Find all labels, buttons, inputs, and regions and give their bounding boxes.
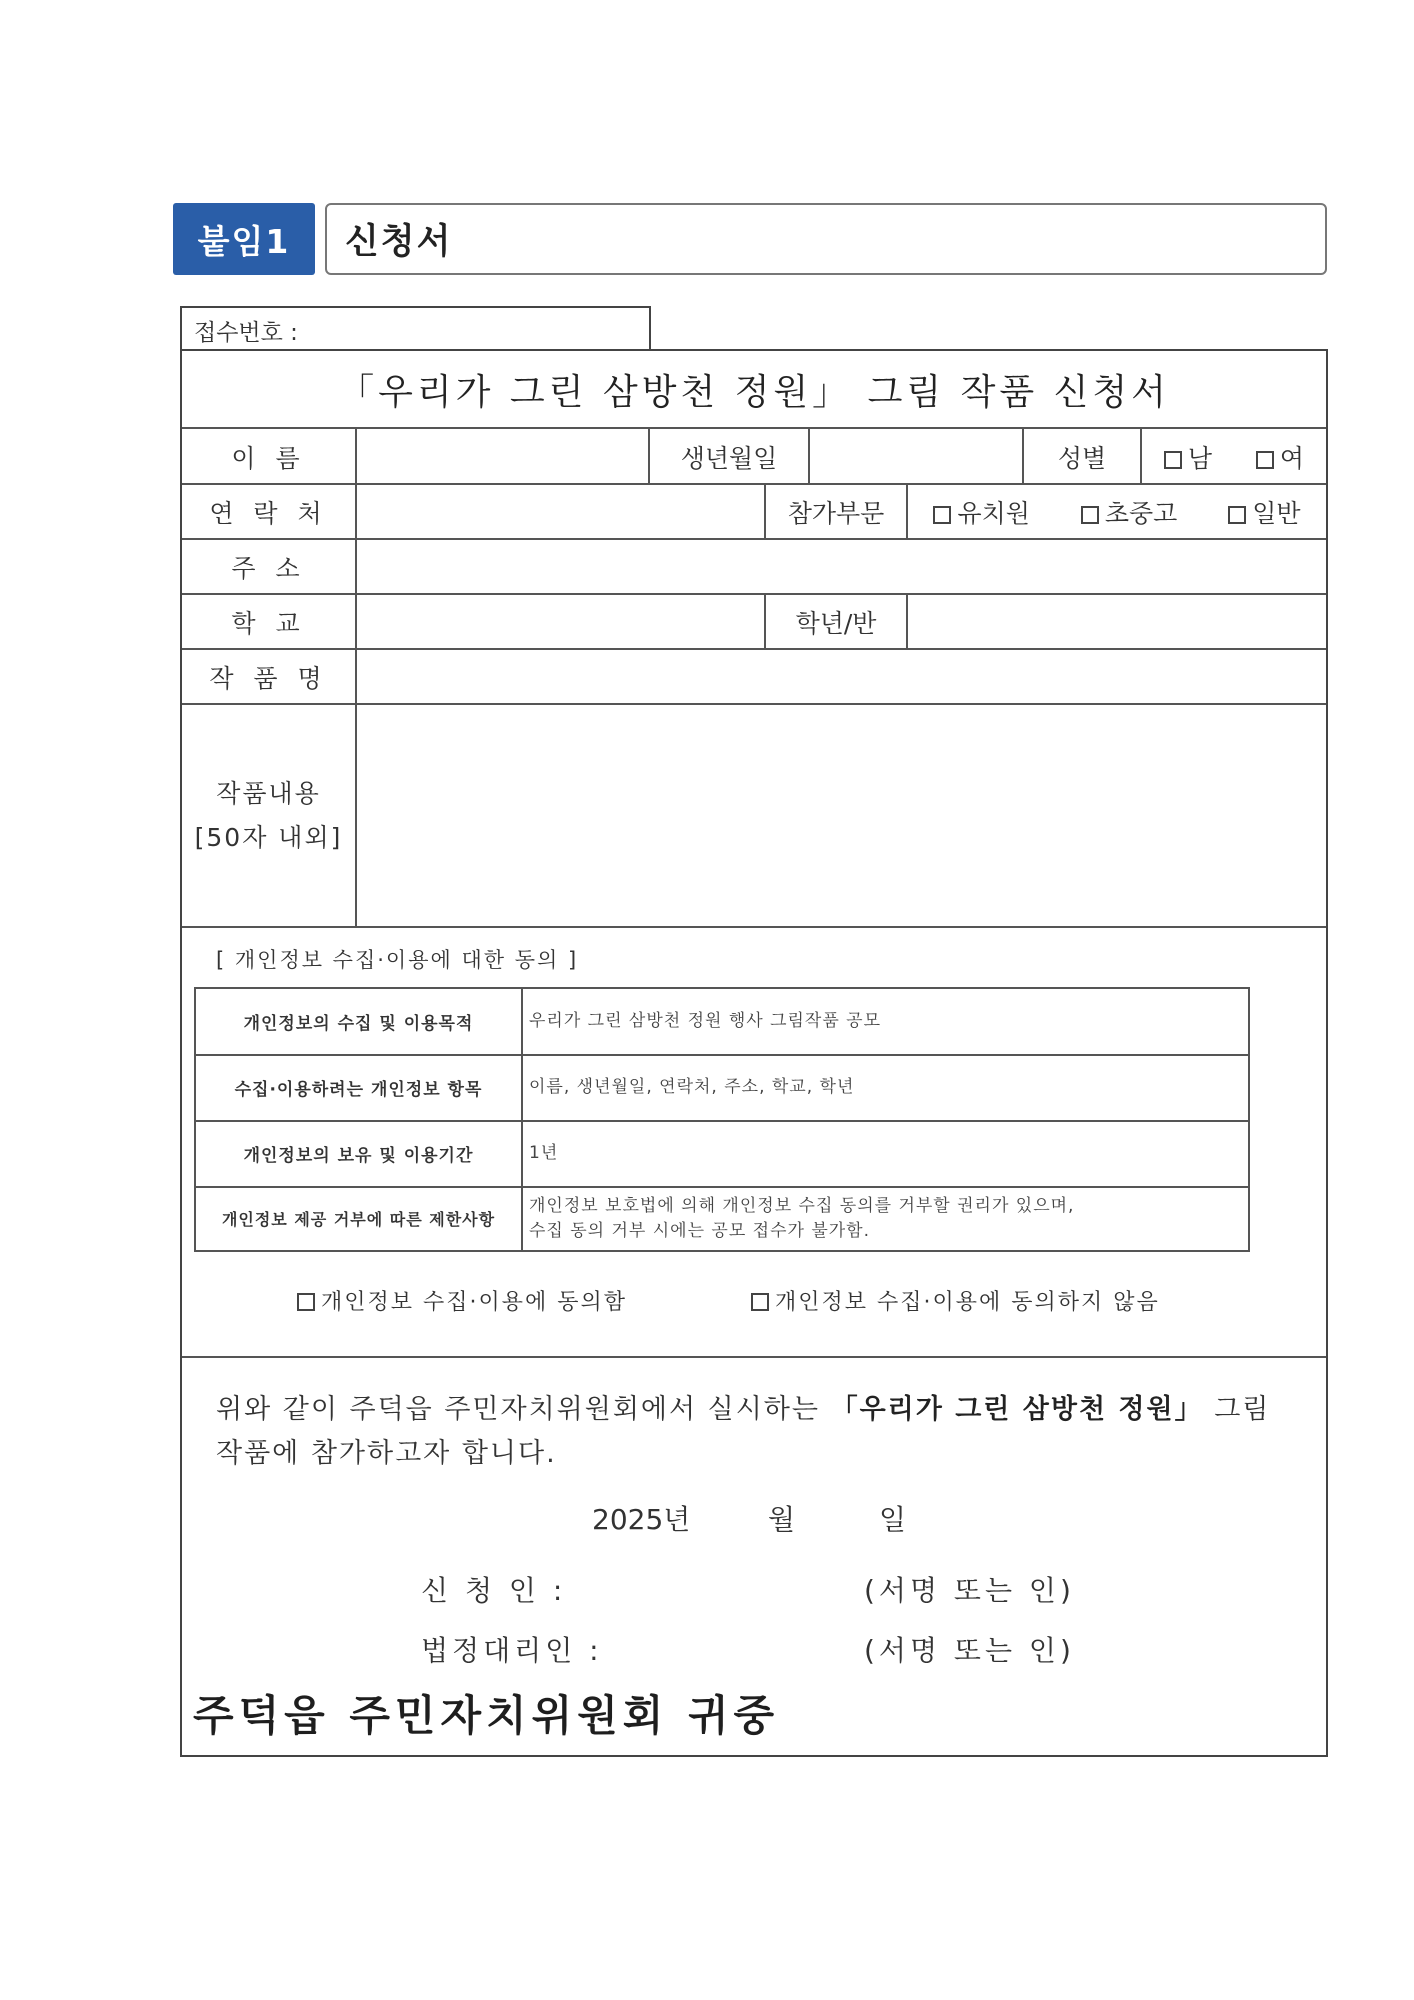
- applicant-label: 신 청 인 :: [421, 1574, 567, 1607]
- consent-refusal-line1: 개인정보 보호법에 의해 개인정보 수집 동의를 거부할 권리가 있으며,: [529, 1195, 1075, 1216]
- date-day: 일: [879, 1503, 907, 1536]
- guardian-signature[interactable]: (서명 또는 인): [864, 1634, 1075, 1667]
- receipt-number-box: 접수번호 :: [180, 306, 651, 351]
- grade-class-label: 학년/반: [795, 608, 877, 638]
- grade-class-field[interactable]: [908, 595, 1326, 648]
- consent-refusal-value: [529, 1187, 1074, 1250]
- consent-period-label: 개인정보의 보유 및 이용기간: [243, 1146, 474, 1166]
- declaration-text: [216, 1388, 1306, 1476]
- category-label: 참가부문: [787, 498, 885, 528]
- agree-label: 개인정보 수집·이용에 동의함: [321, 1290, 628, 1315]
- work-content-field[interactable]: [357, 705, 1326, 926]
- work-title-label: 작 품 명: [209, 663, 328, 693]
- contact-label: 연 락 처: [209, 498, 328, 528]
- male-checkbox[interactable]: [1164, 451, 1182, 469]
- consent-agree-option[interactable]: [297, 1285, 627, 1316]
- kindergarten-checkbox[interactable]: [933, 506, 951, 524]
- gender-options: [1142, 431, 1326, 483]
- applicant-signature[interactable]: (서명 또는 인): [864, 1574, 1075, 1607]
- female-checkbox[interactable]: [1256, 451, 1274, 469]
- school-category-label: 초중고: [1104, 498, 1178, 528]
- school-field[interactable]: [357, 595, 764, 648]
- name-label: 이 름: [231, 444, 306, 473]
- agree-checkbox[interactable]: [297, 1293, 315, 1311]
- name-field[interactable]: [357, 431, 648, 483]
- consent-items-value: 이름, 생년월일, 연락처, 주소, 학교, 학년: [529, 1077, 855, 1098]
- birthdate-field[interactable]: [810, 431, 1022, 483]
- category-kindergarten-option[interactable]: [933, 494, 1029, 530]
- declaration-part3: 작품에 참가하고자 합니다.: [216, 1438, 557, 1469]
- male-label: 남: [1187, 444, 1213, 473]
- disagree-label: 개인정보 수집·이용에 동의하지 않음: [775, 1290, 1160, 1315]
- row-divider: [182, 926, 1326, 928]
- work-content-label-line1: 작품내용: [216, 778, 321, 808]
- consent-heading: [ 개인정보 수집·이용에 대한 동의 ]: [216, 948, 579, 972]
- page-title: 신청서: [325, 203, 1327, 275]
- consent-disagree-option[interactable]: [751, 1285, 1160, 1316]
- date-year: 2025년: [592, 1503, 691, 1536]
- consent-refusal-line2: 수집 동의 거부 시에는 공모 접수가 불가함.: [529, 1220, 871, 1241]
- section-divider: [182, 1356, 1326, 1358]
- guardian-label: 법정대리인 :: [421, 1634, 603, 1667]
- female-label: 여: [1279, 444, 1305, 473]
- address-field[interactable]: [357, 540, 1326, 593]
- category-general-option[interactable]: [1228, 494, 1300, 530]
- recipient: 주덕읍 주민자치위원회 귀중: [193, 1691, 780, 1740]
- contact-field[interactable]: [357, 485, 764, 538]
- attachment-badge: 붙임1: [173, 203, 315, 275]
- general-label: 일반: [1252, 498, 1301, 528]
- general-checkbox[interactable]: [1228, 506, 1246, 524]
- consent-table: [194, 987, 1250, 1252]
- gender-female-option[interactable]: [1256, 439, 1304, 475]
- date-month: 월: [768, 1503, 796, 1536]
- consent-purpose-value: 우리가 그린 삼방천 정원 행사 그림작품 공모: [529, 1011, 882, 1032]
- consent-period-value: 1년: [529, 1143, 559, 1164]
- kindergarten-label: 유치원: [957, 498, 1030, 528]
- consent-items-label: 수집·이용하려는 개인정보 항목: [234, 1080, 483, 1100]
- consent-purpose-label: 개인정보의 수집 및 이용목적: [243, 1014, 474, 1034]
- school-label: 학 교: [231, 608, 306, 638]
- gender-male-option[interactable]: [1164, 439, 1212, 475]
- disagree-checkbox[interactable]: [751, 1293, 769, 1311]
- school-checkbox[interactable]: [1081, 506, 1099, 524]
- address-label: 주 소: [231, 553, 306, 583]
- work-content-label: [182, 705, 355, 926]
- birthdate-label: 생년월일: [680, 444, 778, 473]
- declaration-part2: 그림: [1214, 1394, 1271, 1425]
- gender-label: 성별: [1057, 444, 1107, 473]
- work-title-field[interactable]: [357, 650, 1326, 703]
- category-school-option[interactable]: [1081, 494, 1177, 530]
- category-options: [908, 485, 1326, 538]
- form-title: 「우리가 그린 삼방천 정원」 그림 작품 신청서: [182, 351, 1326, 429]
- consent-refusal-label: 개인정보 제공 거부에 따른 제한사항: [221, 1210, 496, 1229]
- declaration-event-name: 「우리가 그린 삼방천 정원」: [830, 1394, 1204, 1425]
- declaration-part1: 위와 같이 주덕읍 주민자치위원회에서 실시하는: [216, 1394, 820, 1425]
- work-content-label-line2: [50자 내외]: [194, 822, 343, 852]
